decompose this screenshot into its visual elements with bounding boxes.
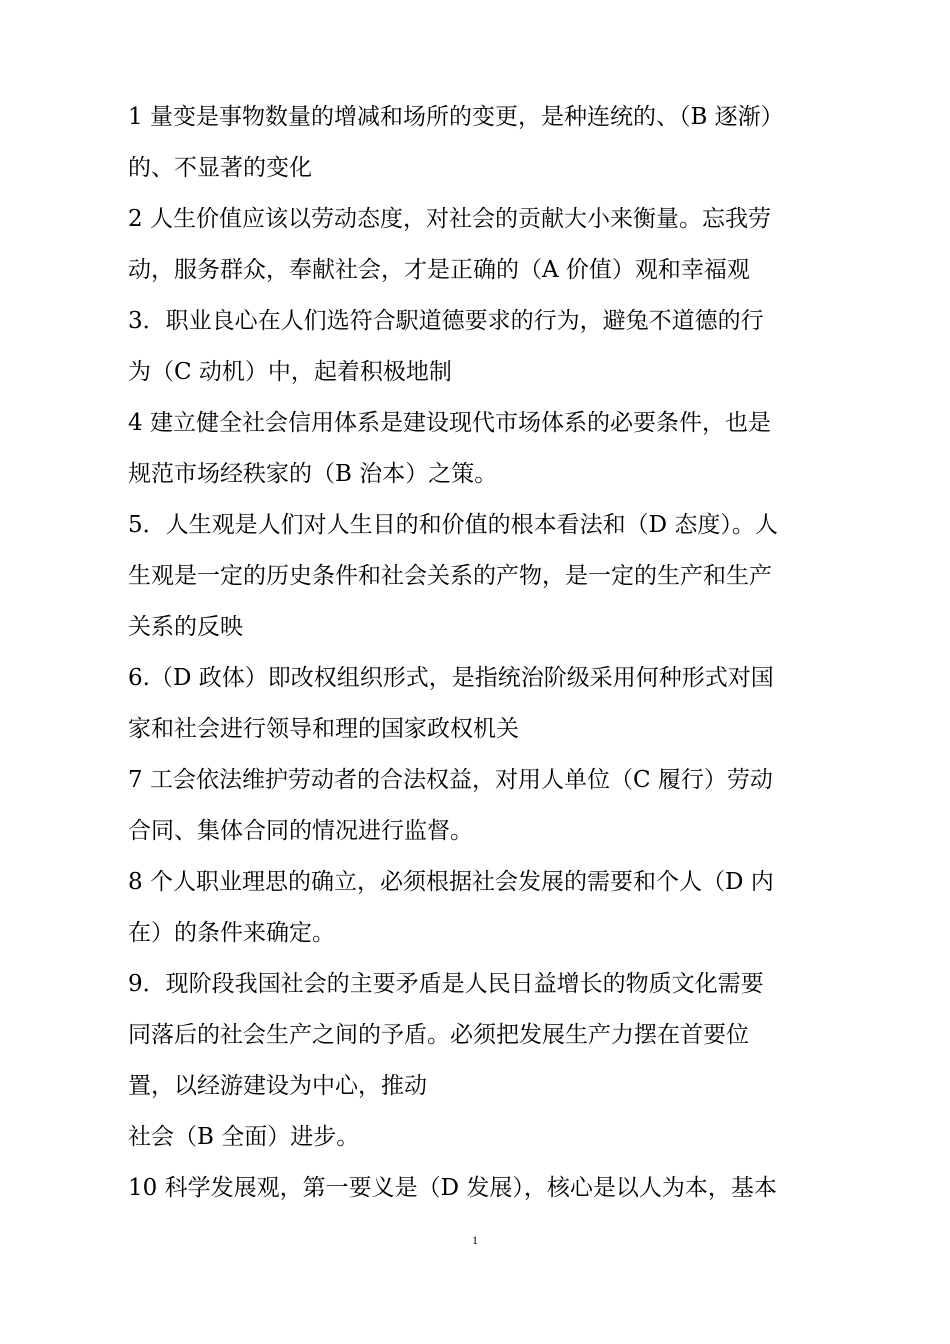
text-line: 2 人生价值应该以劳动态度，对社会的贡献大小来衡量。忘我劳 (128, 206, 771, 232)
text-line: 规范市场经秩家的（B 治本）之策。 (128, 461, 498, 487)
text-line: 生观是一定的历史条件和社会关系的产物，是一定的生产和生产 (128, 563, 772, 589)
document-body (128, 92, 838, 1214)
text-line: 关系的反映 (128, 614, 243, 640)
text-line: 5．人生观是人们对人生目的和价值的根本看法和（D 态度）。人 (128, 512, 778, 538)
text-line: 置，以经游建设为中心，推动 (128, 1073, 427, 1099)
text-line: 动，服务群众，奉献社会，才是正确的（A 价值）观和幸福观 (128, 257, 750, 283)
text-line: 家和社会进行领导和理的国家政权机关 (128, 716, 519, 742)
text-line: 8 个人职业理思的确立，必须根据社会发展的需要和个人（D 内 (128, 869, 774, 895)
text-line: 合同、集体合同的情况进行监督。 (128, 818, 473, 844)
text-line: 3．职业良心在人们选符合駅道德要求的行为，避兔不道德的行 (128, 308, 764, 334)
text-line: 6.（D 政体）即改权组织形式，是指统治阶级采用何种形式对国 (128, 665, 774, 691)
text-line: 9．现阶段我国社会的主要矛盾是人民日益增长的物质文化需要 (128, 971, 764, 997)
text-line: 的、不显著的变化 (128, 155, 312, 181)
text-line: 1 量变是事物数量的增减和场所的变更，是种连统的、（B 逐渐） (128, 104, 784, 130)
page-number: 1 (472, 1233, 478, 1247)
text-line: 为（C 动机）中，起着积极地制 (128, 359, 452, 385)
text-line: 在）的条件来确定。 (128, 920, 335, 946)
text-line: 社会（B 全面）进步。 (128, 1124, 360, 1150)
text-line: 4 建立健全社会信用体系是建设现代市场体系的必要条件，也是 (128, 410, 771, 436)
text-line: 10 科学发展观，第一要义是（D 发展），核心是以人为本，基本 (128, 1175, 777, 1201)
text-line: 7 工会依法维护劳动者的合法权益，对用人单位（C 履行）劳动 (128, 767, 773, 793)
text-line: 同落后的社会生产之间的予盾。必须把发展生产力摆在首要位 (128, 1022, 749, 1048)
